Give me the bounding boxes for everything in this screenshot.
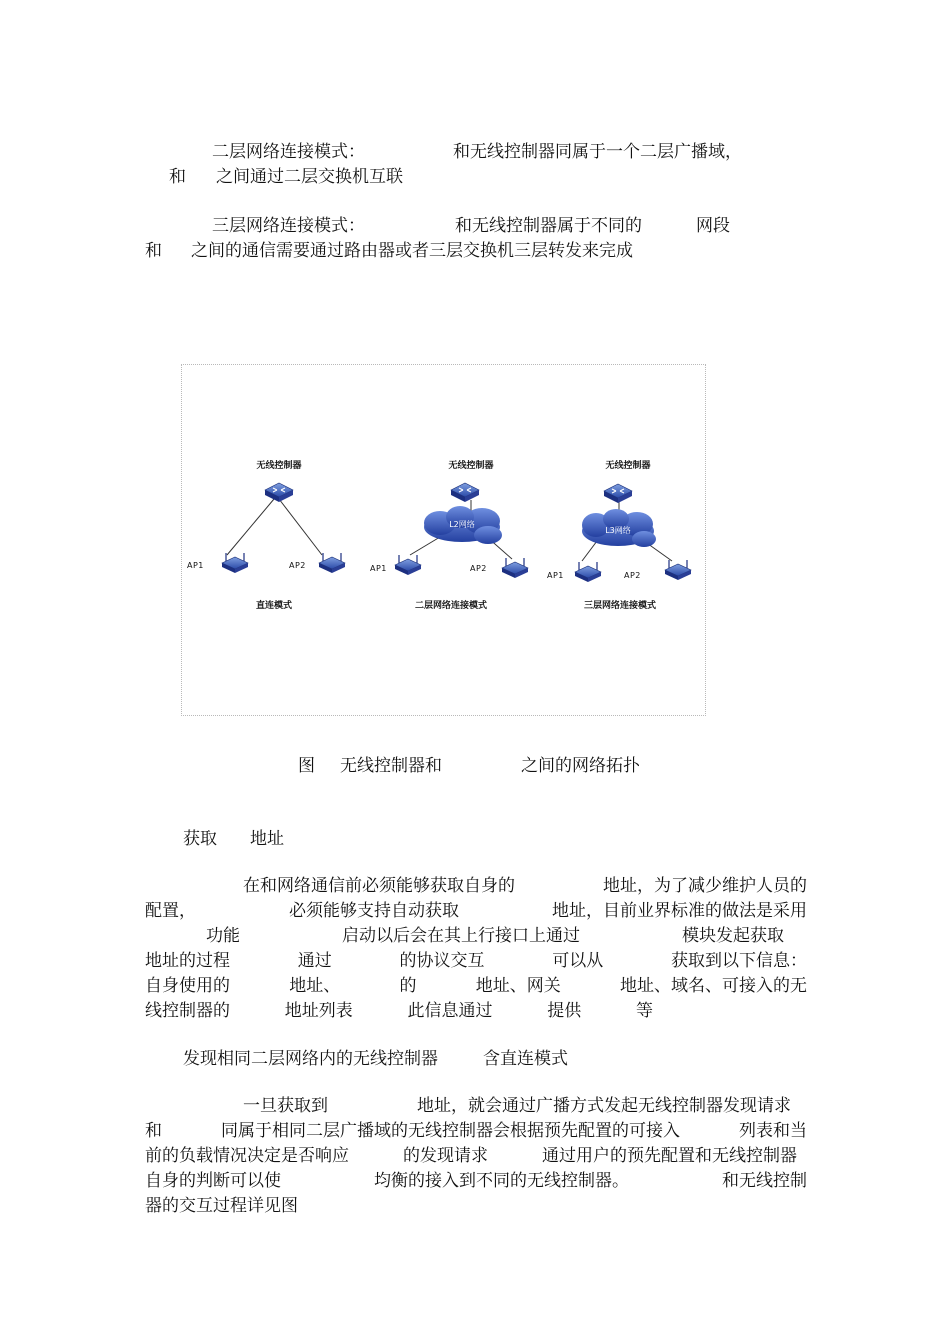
d1-mode-label: 直连模式 bbox=[255, 601, 293, 611]
para2-line1-a: 三层网络连接模式： bbox=[212, 216, 365, 236]
para1-line1-b: 和无线控制器同属于一个二层广播域， bbox=[453, 142, 742, 162]
section1-heading-a: 获取 bbox=[183, 829, 217, 849]
topology-figure bbox=[181, 364, 706, 716]
d1-controller-label: 无线控制器 bbox=[256, 461, 302, 471]
section2-line-4: 自身的判断可以使 均衡的接入到不同的无线控制器。 和无线控制 bbox=[145, 1171, 807, 1191]
d1-ap2-label: AP2 bbox=[289, 561, 306, 570]
d2-controller-label: 无线控制器 bbox=[448, 461, 494, 471]
para2-line1-b: 和无线控制器属于不同的 bbox=[455, 216, 642, 236]
topology-diagram bbox=[182, 365, 705, 715]
d3-controller-label: 无线控制器 bbox=[605, 461, 651, 471]
section2-line-1: 一旦获取到 地址，就会通过广播方式发起无线控制器发现请求 bbox=[243, 1096, 791, 1116]
d2-mode-label: 二层网络连接模式 bbox=[414, 601, 488, 611]
d3-ap1-label: AP1 bbox=[547, 571, 564, 580]
d1-ap2-icon bbox=[319, 553, 345, 573]
section2-line-2: 和 同属于相同二层广播域的无线控制器会根据预先配置的可接入 列表和当 bbox=[145, 1121, 807, 1141]
para2-line2-b: 之间的通信需要通过路由器或者三层交换机三层转发来完成 bbox=[191, 241, 633, 261]
d3-mode-label: 三层网络连接模式 bbox=[583, 601, 657, 611]
section1-line-2: 配置， 必须能够支持自动获取 地址，目前业界标准的做法是采用 bbox=[145, 901, 807, 921]
section2-line-5: 器的交互过程详见图 bbox=[145, 1196, 298, 1216]
para2-line1-c: 网段 bbox=[696, 216, 730, 236]
section1-line-4: 地址的过程 通过 的协议交互 可以从 获取到以下信息： bbox=[145, 951, 807, 971]
section2-heading-a: 发现相同二层网络内的无线控制器 bbox=[183, 1049, 438, 1069]
d3-cloud-label: L3网络 bbox=[605, 526, 631, 535]
d1-ap1-label: AP1 bbox=[187, 561, 204, 570]
section1-line-3: 功能 启动以后会在其上行接口上通过 模块发起获取 bbox=[206, 926, 784, 946]
d1-ap1-icon bbox=[222, 553, 248, 573]
diagram-l3 bbox=[547, 459, 691, 611]
para1-line2-b: 之间通过二层交换机互联 bbox=[216, 167, 403, 187]
d2-ap1-icon bbox=[395, 555, 421, 575]
d1-controller-icon bbox=[265, 483, 293, 502]
figure-caption-b: 无线控制器和 bbox=[340, 756, 442, 776]
d2-ap2-icon bbox=[502, 558, 528, 578]
d2-controller-icon bbox=[451, 483, 479, 502]
section1-heading-b: 地址 bbox=[250, 829, 284, 849]
section1-line-1: 在和网络通信前必须能够获取自身的 地址，为了减少维护人员的 bbox=[243, 876, 807, 896]
figure-caption-c: 之间的网络拓扑 bbox=[521, 756, 640, 776]
d2-ap2-label: AP2 bbox=[470, 564, 487, 573]
diagram-direct bbox=[187, 459, 345, 611]
d2-ap1-label: AP1 bbox=[370, 564, 387, 573]
section1-line-5: 自身使用的 地址、 的 地址、网关 地址、域名、可接入的无 bbox=[145, 976, 807, 996]
d2-cloud-label: L2网络 bbox=[449, 520, 475, 529]
section2-line-3: 前的负载情况决定是否响应 的发现请求 通过用户的预先配置和无线控制器 bbox=[145, 1146, 797, 1166]
para1-line2-a: 和 bbox=[169, 167, 186, 187]
para2-line2-a: 和 bbox=[145, 241, 162, 261]
diagram-l2 bbox=[370, 459, 528, 611]
section2-heading-b: 含直连模式 bbox=[483, 1049, 568, 1069]
d3-controller-icon bbox=[604, 484, 632, 503]
d3-ap2-icon bbox=[665, 560, 691, 580]
d3-ap1-icon bbox=[575, 562, 601, 582]
figure-caption-a: 图 bbox=[298, 756, 315, 776]
para1-line1-a: 二层网络连接模式： bbox=[212, 142, 365, 162]
section1-line-6: 线控制器的 地址列表 此信息通过 提供 等 bbox=[145, 1001, 653, 1021]
d3-ap2-label: AP2 bbox=[624, 571, 641, 580]
